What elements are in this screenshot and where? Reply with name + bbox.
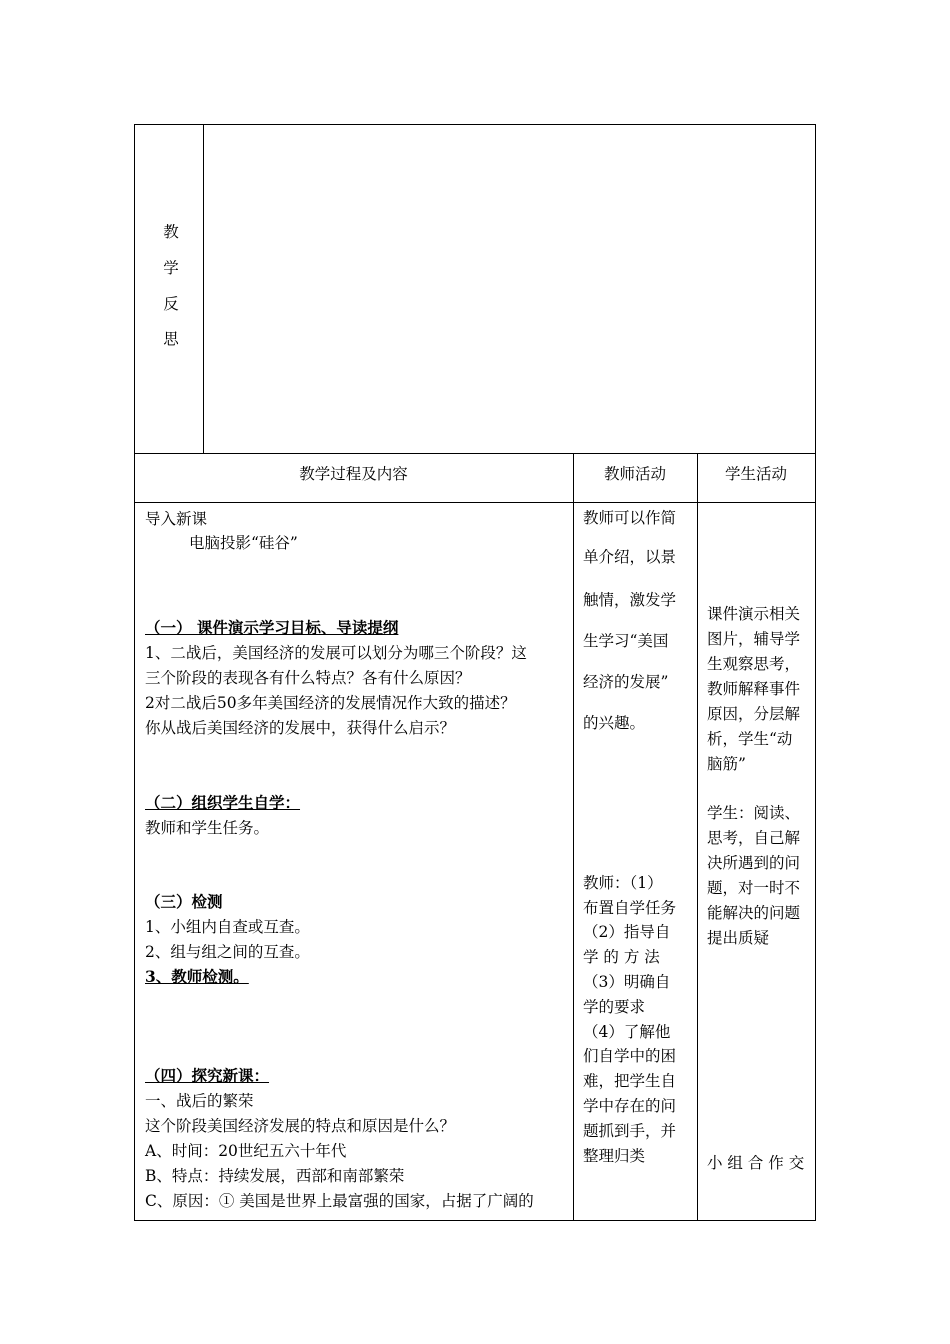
teacher-line: 布置自学任务 <box>583 899 677 917</box>
section-4-title: （四）探究新课： <box>145 1066 270 1085</box>
student-line: 析，学生“动 <box>707 730 793 748</box>
teacher-line: 生学习“美国 <box>583 632 669 650</box>
header-student: 学生活动 <box>724 465 787 483</box>
teacher-line: 难，把学生自 <box>583 1072 677 1090</box>
row-divider-1 <box>134 453 816 454</box>
teacher-line: 学的要求 <box>583 998 646 1016</box>
teacher-line: （3）明确自 <box>583 973 671 991</box>
row-divider-2 <box>134 502 816 503</box>
student-line: 思考，自己解 <box>707 829 801 847</box>
section-1-line: 2对二战后50多年美国经济的发展情况作大致的描述？ <box>145 694 516 712</box>
student-line: 提出质疑 <box>707 929 770 947</box>
section-4-line: A、时间：20世纪五六十年代 <box>145 1142 347 1160</box>
student-line: 教师解释事件 <box>707 680 801 698</box>
section-3-bold-line: 3、教师检测。 <box>145 967 249 986</box>
student-line: 图片，辅导学 <box>707 630 801 648</box>
section-3-line: 1、小组内自查或互查。 <box>145 918 310 936</box>
header-teacher: 教师活动 <box>603 465 666 483</box>
reflection-char: 教 <box>163 223 179 241</box>
teacher-line: 们自学中的困 <box>583 1047 677 1065</box>
section-1-line: 1、二战后，美国经济的发展可以划分为哪三个阶段？这 <box>145 644 527 662</box>
col-divider-student <box>697 453 698 1221</box>
student-line: 脑筋” <box>707 755 746 773</box>
section-4-line: B、特点：持续发展，西部和南部繁荣 <box>145 1167 405 1185</box>
reflection-char: 思 <box>163 330 179 348</box>
teacher-line: （2）指导自 <box>583 923 671 941</box>
teacher-line: 题抓到手，并 <box>583 1122 677 1140</box>
reflection-divider <box>203 124 204 454</box>
teacher-line: 单介绍，以景 <box>583 548 677 566</box>
student-line: 原因，分层解 <box>707 705 801 723</box>
student-line: 决所遇到的问 <box>707 854 801 872</box>
intro-line: 电脑投影“硅谷” <box>189 534 298 552</box>
teacher-line: 经济的发展” <box>583 673 669 691</box>
teacher-line: 学 的 方 法 <box>583 948 660 966</box>
student-line: 课件演示相关 <box>707 605 801 623</box>
table-border-left <box>134 124 135 1221</box>
teacher-line: 的兴趣。 <box>583 714 646 732</box>
section-2-line: 教师和学生任务。 <box>145 819 270 837</box>
reflection-char: 学 <box>163 259 179 277</box>
teacher-line: 教师：（1） <box>583 874 663 892</box>
teacher-line: （4）了解他 <box>583 1023 671 1041</box>
student-line: 生观察思考， <box>707 655 801 673</box>
teacher-line: 教师可以作简 <box>583 509 677 527</box>
header-process: 教学过程及内容 <box>299 465 408 483</box>
student-line: 题，对一时不 <box>707 879 801 897</box>
teacher-line: 整理归类 <box>583 1147 646 1165</box>
table-border-top <box>134 124 816 125</box>
section-1-line: 三个阶段的表现各有什么特点？各有什么原因？ <box>145 669 471 687</box>
student-line: 学生：阅读、 <box>707 804 801 822</box>
teacher-line: 学中存在的问 <box>583 1097 677 1115</box>
section-3-title: （三）检测 <box>145 892 223 911</box>
section-4-line: 这个阶段美国经济发展的特点和原因是什么？ <box>145 1117 456 1135</box>
intro-title: 导入新课 <box>145 510 208 528</box>
reflection-char: 反 <box>163 295 179 313</box>
teacher-line: 触情，激发学 <box>583 591 677 609</box>
section-1-title: （一） 课件演示学习目标、导读提纲 <box>145 618 399 637</box>
section-1-line: 你从战后美国经济的发展中，获得什么启示？ <box>145 719 456 737</box>
col-divider-teacher <box>573 453 574 1221</box>
section-4-line: 一、战后的繁荣 <box>145 1092 254 1110</box>
student-line: 小 组 合 作 交 <box>707 1154 805 1172</box>
table-border-right <box>815 124 816 1221</box>
student-line: 能解决的问题 <box>707 904 801 922</box>
section-3-line: 2、组与组之间的互查。 <box>145 943 310 961</box>
section-2-title: （二）组织学生自学： <box>145 793 301 812</box>
table-border-bottom <box>134 1220 816 1221</box>
section-4-line: C、原因：① 美国是世界上最富强的国家，占据了广阔的 <box>145 1192 534 1210</box>
